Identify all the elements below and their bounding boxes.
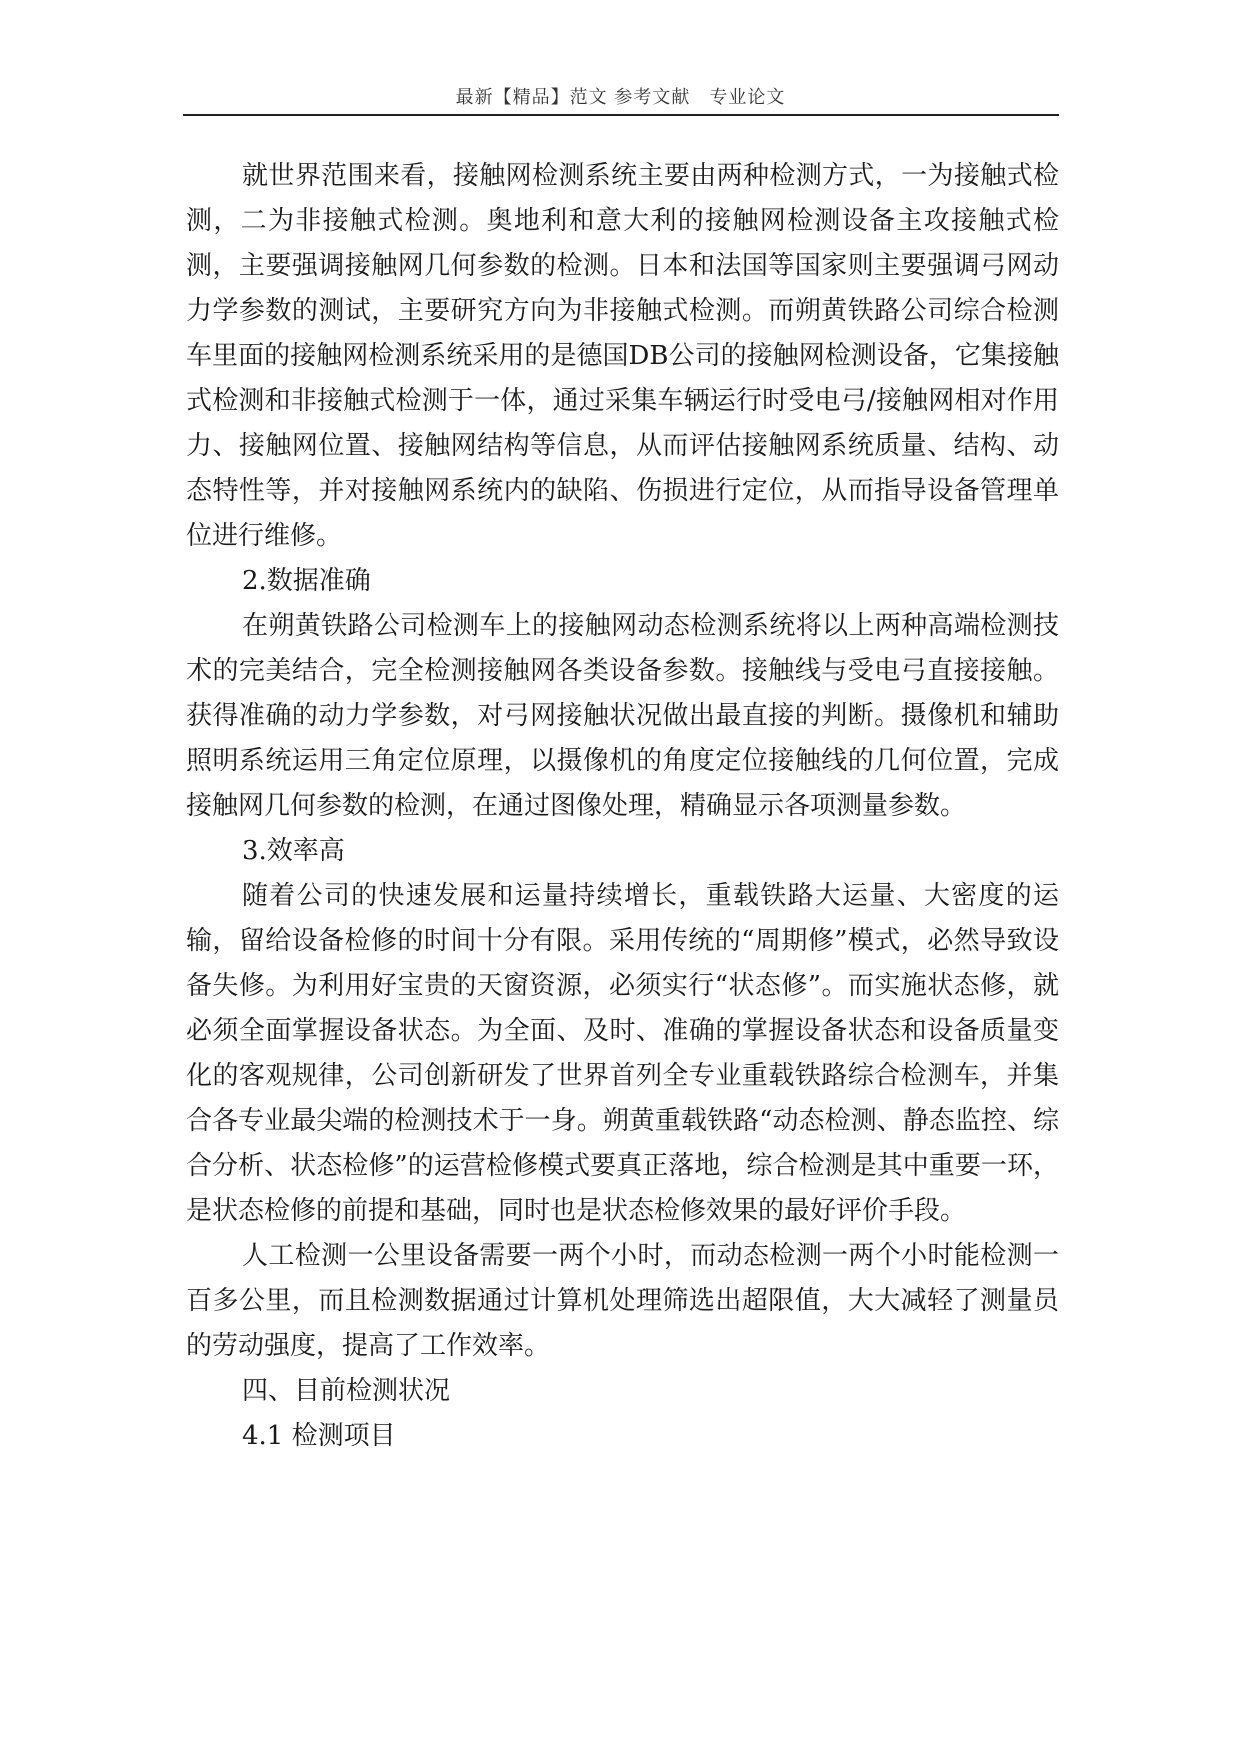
paragraph-high-efficiency: 随着公司的快速发展和运量持续增长，重载铁路大运量、大密度的运输，留给设备检修的时间十分有限。采用传统的“周期修”模式，必然导致设备失修。为利用好宝贵的天窗资源，必须实行“状态修”。而实施状态修，就必须全面掌握设备状态。为全面、及时、准确的掌握设备状态和设备质量变化的客观规律，公司创新研发了世界首列全专业重载铁路综合检测车，并集合各专业最尖端的检测技术于一身。朔黄重载铁路“动态检测、静态监控、综合分析、状态检修”的运营检修模式要真正落地，综合检测是其中重要一环，是状态检修的前提和基础，同时也是状态检修效果的最好评价手段。 xyxy=(186,881,1059,1226)
header-divider xyxy=(183,114,1059,116)
paragraph-manual-vs-dynamic: 人工检测一公里设备需要一两个小时，而动态检测一两个小时能检测一百多公里，而且检测数据通过计算机处理筛选出超限值，大大减轻了测量员的劳动强度，提高了工作效率。 xyxy=(186,1241,1059,1361)
section-heading-high-efficiency: 3.效率高 xyxy=(242,836,345,866)
paragraph-detection-methods: 就世界范围来看，接触网检测系统主要由两种检测方式，一为接触式检测，二为非接触式检测。奥地利和意大利的接触网检测设备主攻接触式检测，主要强调接触网几何参数的检测。日本和法国等国家则主要强调弓网动力学参数的测试，主要研究方向为非接触式检测。而朔黄铁路公司综合检测车里面的接触网检测系统采用的是德国DB公司的接触网检测设备，它集接触式检测和非接触式检测于一体，通过采集车辆运行时受电弓/接触网相对作用力、接触网位置、接触网结构等信息，从而评估接触网系统质量、结构、动态特性等，并对接触网系统内的缺陷、伤损进行定位，从而指导设备管理单位进行维修。 xyxy=(186,161,1059,551)
section-heading-detection-items: 4.1 检测项目 xyxy=(242,1421,396,1451)
section-heading-data-accuracy: 2.数据准确 xyxy=(242,566,371,596)
paragraph-data-accuracy: 在朔黄铁路公司检测车上的接触网动态检测系统将以上两种高端检测技术的完美结合，完全检测接触网各类设备参数。接触线与受电弓直接接触。获得准确的动力学参数，对弓网接触状况做出最直接的判断。摄像机和辅助照明系统运用三角定位原理，以摄像机的角度定位接触线的几何位置，完成接触网几何参数的检测，在通过图像处理，精确显示各项测量参数。 xyxy=(186,611,1059,821)
section-heading-current-status: 四、目前检测状况 xyxy=(242,1376,451,1406)
document-body xyxy=(186,154,1059,1459)
page-header: 最新【精品】范文 参考文献 专业论文 xyxy=(455,87,786,108)
